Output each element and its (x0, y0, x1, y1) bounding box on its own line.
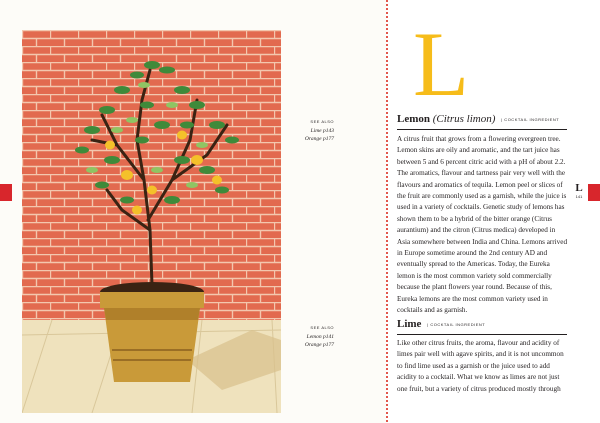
entry-tag: | COCKTAIL INGREDIENT (427, 321, 486, 327)
entry-title: Lime (397, 318, 422, 330)
entry-body-lemon (397, 134, 569, 317)
entry-title: Lemon (397, 113, 430, 125)
see-also-caption: SEE ALSO (310, 325, 334, 330)
entry-rule (397, 129, 567, 130)
entry-latin-name: (Citrus limon) (432, 113, 496, 125)
entry-paragraph: Like other citrus fruits, the aroma, flavour and acidity of limes pair well with agave spirits, and it is not uncommon to find lime used as a garnish or the juice used to add acidity to a cocktail. What we know as limes are not just one fruit, but a variety of citrus produced mostly through (397, 339, 564, 393)
see-also-lime (290, 323, 334, 349)
right-edge-tab (588, 184, 600, 201)
page-folio (571, 183, 587, 199)
entry-body-lime (397, 338, 569, 422)
section-letter: L (413, 13, 470, 115)
see-also-caption: SEE ALSO (310, 119, 334, 124)
see-also-ref[interactable]: Orange p177 (304, 342, 334, 348)
see-also-lemon (290, 117, 334, 143)
entry-heading-lemon (397, 113, 559, 125)
see-also-ref[interactable]: Lime p143 (310, 128, 334, 134)
page-number: 141 (575, 194, 583, 199)
entry-tag: | COCKTAIL INGREDIENT (501, 116, 560, 122)
entry-heading-lime (397, 318, 485, 330)
potted-lemon-tree-icon (22, 30, 281, 413)
folio-letter: L (575, 182, 583, 194)
entry-rule (397, 334, 567, 335)
gutter-stitch (386, 0, 388, 423)
entry-paragraph: A citrus fruit that grows from a flowering evergreen tree. Lemon skins are oily and aromatic, and the tart juice has between 5 and 6 percent citric acid with a pH of about 2.2. The aromatics, flavour and tartness pair very well with the flavours and aromatics of tequila. Lemon peel or slices of the fruit are commonly used as a garnish, while the juice is used in a variety of cocktails. Genetic study of lemons has shown them to be a hybrid of the bitter orange (Citrus aurantium) and the citron (Citrus medica) developed in Asia somewhere between India and China. Lemons arrived in Europe sometime around the 2nd century AD and eventually spread to the Americas. Today, the Eureka lemon is the most common variety sold commercially because the plant flowers year round. Because of this, Eureka lemons are the most common variety used in cocktails and as garnish. (397, 135, 568, 315)
see-also-ref[interactable]: Lemon p141 (306, 334, 334, 340)
left-edge-tab (0, 184, 12, 201)
see-also-ref[interactable]: Orange p177 (304, 136, 334, 142)
